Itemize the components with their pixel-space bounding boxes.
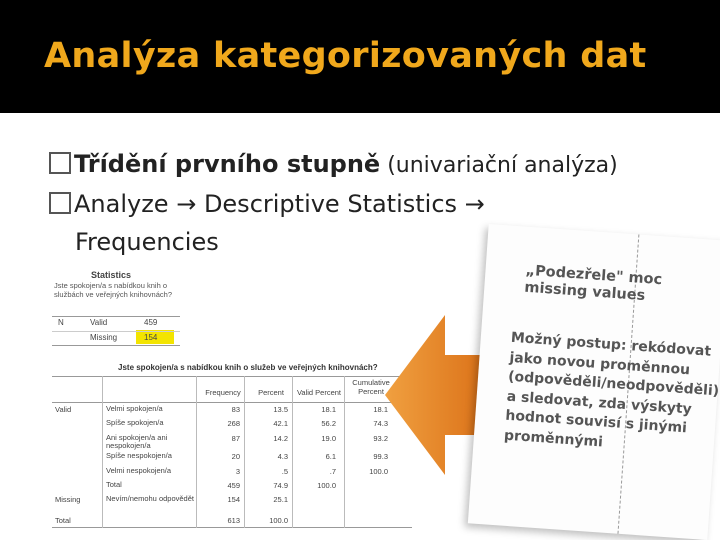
statistics-title: Statistics [91, 270, 132, 280]
table-cell: .7 [329, 466, 336, 476]
column-header: Cumulative Percent [352, 378, 390, 396]
column-header: Valid Percent [296, 388, 342, 397]
table-border [52, 376, 412, 377]
frequency-caption: Jste spokojen/a s nabídkou knih o služeb ve veřejných knihovnách? [118, 363, 378, 372]
note-heading: „Podezřele" moc missing values [523, 262, 663, 305]
table-cell: 268 [227, 419, 240, 429]
table-cell: 18.1 [373, 405, 388, 414]
table-cell: 100.0 [369, 466, 388, 476]
table-cell: 13.5 [273, 405, 288, 414]
column-divider [244, 376, 245, 528]
bullet-2-line2: Frequencies [75, 228, 219, 256]
sticky-note [468, 224, 720, 540]
table-cell: 83 [231, 405, 240, 414]
table-cell: 100.0 [317, 481, 336, 490]
row-group: Missing [55, 495, 81, 505]
table-border [52, 527, 412, 528]
note-body: Možný postup: rekódovat jako novou proměnnou (odpověděli/neodpověděli) a sledovat, zda výskyty hodnot souvisí s jinými proměnnými [503, 329, 720, 450]
table-cell: 4.3 [277, 452, 288, 462]
slide-title: Analýza kategorizovaných dat [44, 36, 647, 76]
column-divider [292, 376, 293, 528]
table-cell: 18.1 [321, 405, 336, 414]
row-label: Velmi nespokojen/a [106, 465, 172, 475]
statistics-table [52, 316, 180, 346]
bullet-box-icon [49, 192, 71, 214]
table-cell: 74.9 [273, 481, 288, 490]
statistics-subtitle: Jste spokojen/a s nabídkou knih o službách ve veřejných knihovnách? [54, 281, 172, 299]
column-divider [196, 376, 197, 528]
table-cell: 87 [231, 433, 240, 443]
table-cell: 56.2 [321, 419, 336, 429]
table-cell: 93.2 [373, 433, 388, 443]
row-label: Spíše spokojen/a [106, 418, 164, 428]
column-header: Frequency [205, 388, 241, 397]
table-cell: 20 [231, 452, 240, 462]
row-label: Spíše nespokojen/a [106, 451, 172, 461]
row-label: Velmi spokojen/a [106, 404, 163, 413]
column-divider [344, 376, 345, 528]
bullet-box-icon [49, 152, 71, 174]
row-label: Nevím/nemohu odpovědět [106, 494, 194, 504]
table-cell: 74.3 [373, 419, 388, 429]
table-border [52, 402, 412, 403]
stat-cell: Missing [90, 333, 118, 342]
table-cell: 154 [227, 495, 240, 505]
column-header: Percent [258, 388, 284, 397]
row-group: Valid [55, 405, 72, 414]
table-cell: 25.1 [273, 495, 288, 505]
bullet-1-rest: (univariační analýza) [380, 153, 618, 178]
table-row [52, 331, 180, 345]
bullet-1 [49, 150, 618, 178]
bullet-1-bold: Třídění prvního stupně [74, 150, 381, 178]
table-cell: 6.1 [325, 452, 336, 462]
table-cell: .5 [281, 466, 288, 476]
row-label: Total [106, 480, 122, 489]
bullet-2-line1: Analyze → Descriptive Statistics → [74, 190, 485, 218]
table-row [52, 317, 180, 330]
column-divider [102, 376, 103, 528]
table-cell: 100.0 [269, 515, 288, 525]
table-cell: 19.0 [321, 433, 336, 443]
table-cell: 459 [227, 481, 240, 490]
bullet-2 [49, 190, 485, 218]
table-cell: 42.1 [273, 419, 288, 429]
stat-cell: Valid [90, 318, 108, 327]
row-label: Ani spokojen/a ani nespokojen/a [106, 432, 168, 450]
table-cell: 3 [235, 466, 240, 476]
title-bar [0, 0, 720, 113]
row-group: Total [55, 515, 71, 525]
frequency-table [52, 376, 412, 528]
table-cell: 14.2 [273, 433, 288, 443]
table-cell: 99.3 [373, 452, 388, 462]
table-cell: 613 [227, 515, 240, 525]
stat-cell: 459 [144, 318, 158, 327]
stat-cell: 154 [144, 333, 158, 342]
stat-cell: N [58, 318, 64, 327]
